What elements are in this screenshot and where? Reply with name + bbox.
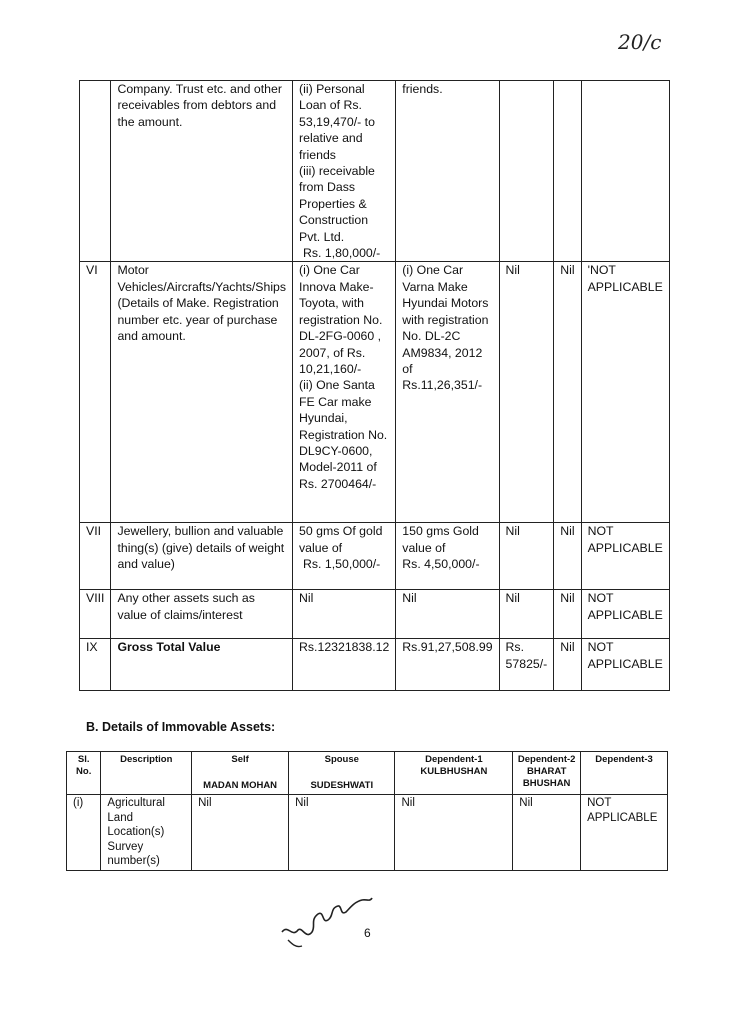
table-row	[80, 590, 670, 639]
table-row	[80, 81, 670, 262]
dependent1-cell: Nil	[499, 262, 554, 523]
self-line: Rs.12321838.12	[299, 640, 390, 655]
spouse-cell	[396, 590, 499, 639]
self-line: 50 gms Of gold value of	[299, 524, 383, 555]
description-cell: Motor Vehicles/Aircrafts/Yachts/Ships (Details of Make. Registration number etc. year of purchase and amount.	[111, 262, 293, 523]
table-row	[80, 639, 670, 691]
description-cell: Gross Total Value	[111, 639, 293, 691]
self-line: Nil	[299, 591, 314, 606]
description-cell: Jewellery, bullion and valuable thing(s) (give) details of weight and value)	[111, 523, 293, 590]
dependent2-cell: Nil	[554, 262, 581, 523]
spouse-cell	[396, 81, 499, 262]
sl-cell: VII	[80, 523, 111, 590]
dependent1-cell: Nil	[499, 590, 554, 639]
description-cell: Company. Trust etc. and other receivables from debtors and the amount.	[111, 81, 293, 262]
dependent1-cell: Nil	[395, 795, 513, 871]
dependent2-cell: Nil	[554, 590, 581, 639]
header-self: Self MADAN MOHAN	[192, 752, 289, 795]
signature	[280, 880, 375, 950]
header-description: Description	[101, 752, 192, 795]
dependent1-cell	[499, 81, 554, 262]
dependent3-cell: NOT APPLICABLE	[581, 639, 669, 691]
description-cell: Agricultural Land Location(s) Survey number(s)	[101, 795, 192, 871]
spouse-line: (i) One Car Varna Make Hyundai Motors with registration No. DL-2C AM9834, 2012 of Rs.11,26,351/-	[402, 263, 489, 393]
spouse-name: SUDESHWATI	[310, 780, 374, 791]
spouse-line: Rs. 4,50,000/-	[402, 557, 480, 572]
section-b-heading: B. Details of Immovable Assets:	[86, 720, 276, 734]
spouse-cell: Nil	[289, 795, 395, 871]
spouse-line: 150 gms Gold value of	[402, 524, 479, 555]
sl-cell: VIII	[80, 590, 111, 639]
header-spouse: Spouse SUDESHWATI	[289, 752, 395, 795]
spouse-cell	[396, 262, 499, 523]
page-number: 6	[364, 926, 371, 940]
spouse-cell	[396, 523, 499, 590]
sl-cell: VI	[80, 262, 111, 523]
self-line: (i) One Car Innova Make-Toyota, with registration No. DL-2FG-0060 , 2007, of Rs. 10,21,160/-	[299, 263, 383, 376]
handwritten-page-note: 20/c	[618, 30, 662, 54]
sl-cell	[80, 81, 111, 262]
spouse-cell	[396, 639, 499, 691]
dependent1-cell: Rs. 57825/-	[499, 639, 554, 691]
dependent3-cell	[581, 81, 669, 262]
self-cell	[293, 523, 396, 590]
dependent2-cell: Nil	[554, 639, 581, 691]
movable-assets-table	[79, 80, 670, 691]
table-row	[80, 262, 670, 523]
dependent3-cell: NOT APPLICABLE	[581, 523, 669, 590]
self-name: MADAN MOHAN	[203, 780, 278, 791]
dependent1-cell: Nil	[499, 523, 554, 590]
self-cell	[293, 262, 396, 523]
dependent3-cell: NOT APPLICABLE	[581, 795, 668, 871]
sl-cell: (i)	[67, 795, 101, 871]
header-dependent2: Dependent-2 BHARAT BHUSHAN	[513, 752, 581, 795]
dependent3-cell: NOT APPLICABLE	[581, 590, 669, 639]
self-line: (iii) receivable from Dass Properties & Construction Pvt. Ltd.	[299, 164, 375, 244]
sl-cell: IX	[80, 639, 111, 691]
dependent2-cell: Nil	[554, 523, 581, 590]
header-dependent1: Dependent-1 KULBHUSHAN	[395, 752, 513, 795]
description-cell: Any other assets such as value of claims/interest	[111, 590, 293, 639]
self-line: (ii) Personal Loan of Rs. 53,19,470/- to relative and friends	[299, 82, 375, 162]
table-row	[80, 523, 670, 590]
immovable-assets-table	[66, 751, 668, 871]
header-sl: Sl. No.	[67, 752, 101, 795]
table-header-row	[67, 752, 668, 795]
spouse-line: Nil	[402, 591, 417, 606]
dependent2-cell	[554, 81, 581, 262]
self-cell	[293, 81, 396, 262]
header-dependent3: Dependent-3	[581, 752, 668, 795]
spouse-line: friends.	[402, 82, 443, 96]
self-cell: Nil	[192, 795, 289, 871]
dependent2-cell: Nil	[513, 795, 581, 871]
self-line: (ii) One Santa FE Car make Hyundai, Registration No. DL9CY-0600, Model-2011 of Rs. 2700464/-	[299, 378, 388, 491]
dependent3-cell: 'NOT APPLICABLE	[581, 262, 669, 523]
spouse-line: Rs.91,27,508.99	[402, 640, 493, 655]
self-cell	[293, 639, 396, 691]
self-line: Rs. 1,80,000/-	[303, 246, 381, 261]
self-line: Rs. 1,50,000/-	[303, 557, 381, 572]
self-cell	[293, 590, 396, 639]
dependent1-name: KULBHUSHAN	[420, 766, 488, 777]
table-row	[67, 795, 668, 871]
